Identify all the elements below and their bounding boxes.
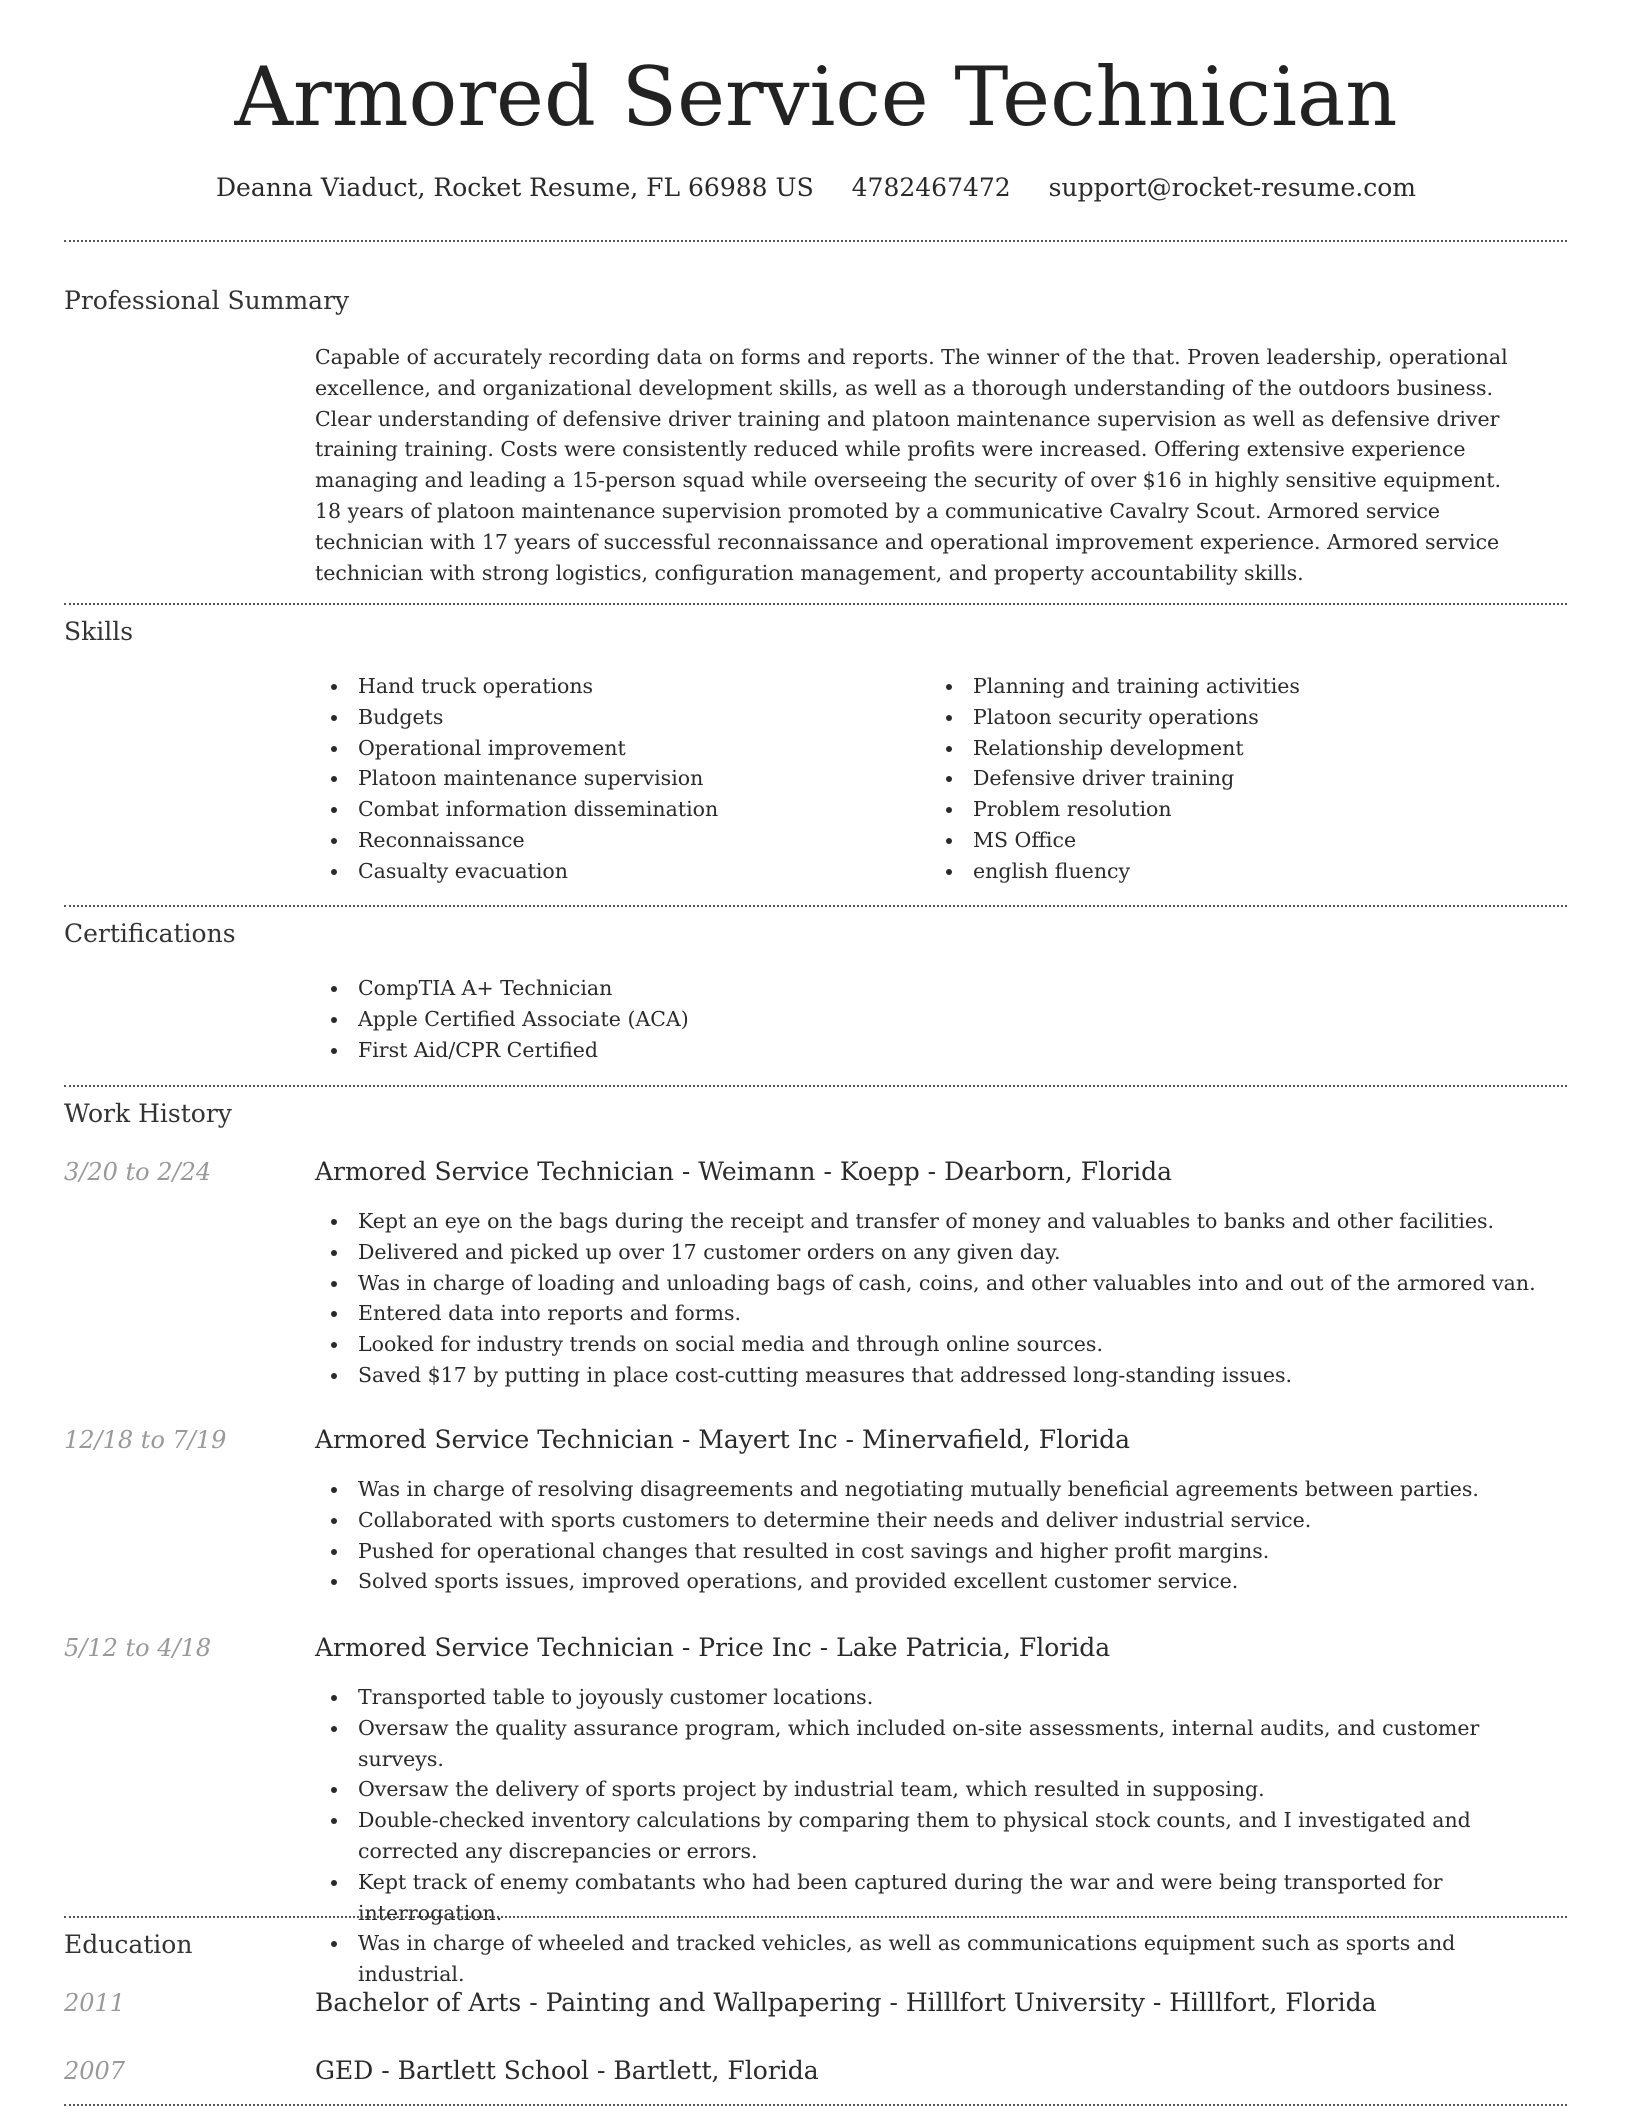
list-item: Apple Certified Associate (ACA) (314, 1004, 1529, 1035)
contact-address: Deanna Viaduct, Rocket Resume, FL 66988 US (216, 173, 814, 202)
divider (64, 1916, 1567, 1918)
section-heading-skills: Skills (64, 617, 134, 646)
list-item: Entered data into reports and forms. (314, 1298, 1559, 1329)
list-item: Transported table to joyously customer locations. (314, 1682, 1559, 1713)
list-item: Was in charge of loading and unloading bags of cash, coins, and other valuables into and out of the armored van. (314, 1268, 1559, 1299)
list-item: Pushed for operational changes that resulted in cost savings and higher profit margins. (314, 1536, 1559, 1567)
list-item: Platoon security operations (929, 702, 1529, 733)
list-item: Was in charge of wheeled and tracked vehicles, as well as communications equipment such as sports and industrial. (314, 1928, 1559, 1990)
job-bullets (314, 1474, 1559, 1597)
list-item: Kept an eye on the bags during the receipt and transfer of money and valuables to banks and other facilities. (314, 1206, 1559, 1237)
list-item: Budgets (314, 702, 914, 733)
list-item: english fluency (929, 856, 1529, 887)
contact-email: support@rocket-resume.com (1048, 173, 1416, 202)
list-item: Planning and training activities (929, 671, 1529, 702)
list-item: Collaborated with sports customers to determine their needs and deliver industrial service. (314, 1505, 1559, 1536)
contact-phone: 4782467472 (851, 173, 1011, 202)
summary-text: Capable of accurately recording data on forms and reports. The winner of the that. Proven leadership, operational excellence, and organizational development skills, as well as a thorough understanding of the outdoors business. Clear understanding of defensive driver training and platoon maintenance supervision as well as defensive driver training training. Costs were consistently reduced while profits were increased. Offering extensive experience managing and leading a 15-person squad while overseeing the security of over $16 in highly sensitive equipment. 18 years of platoon maintenance supervision promoted by a communicative Cavalry Scout. Armored service technician with 17 years of successful reconnaissance and operational improvement experience. Armored service technician with strong logistics, configuration management, and property accountability skills. (315, 345, 1508, 585)
list-item: Delivered and picked up over 17 customer orders on any given day. (314, 1237, 1559, 1268)
list-item: Looked for industry trends on social media and through online sources. (314, 1329, 1559, 1360)
list-item: Reconnaissance (314, 825, 914, 856)
list-item: Saved $17 by putting in place cost-cutting measures that addressed long-standing issues. (314, 1360, 1559, 1391)
job-dates: 5/12 to 4/18 (64, 1634, 212, 1662)
divider (64, 1085, 1567, 1087)
job-bullets (314, 1682, 1559, 1990)
job-title: Armored Service Technician - Mayert Inc - Minervafield, Florida (315, 1425, 1131, 1454)
education-entry: GED - Bartlett School - Bartlett, Florida (315, 2056, 819, 2085)
list-item: Double-checked inventory calculations by comparing them to physical stock counts, and I investigated and corrected any discrepancies or errors. (314, 1805, 1559, 1867)
education-year: 2007 (64, 2057, 126, 2085)
education-entry: Bachelor of Arts - Painting and Wallpapering - Hilllfort University - Hilllfort, Florida (315, 1988, 1377, 2017)
certifications-list (314, 973, 1529, 1065)
resume-title: Armored Service Technician (234, 51, 1398, 145)
education-year: 2011 (64, 1989, 126, 2017)
list-item: Operational improvement (314, 733, 914, 764)
list-item: CompTIA A+ Technician (314, 973, 1529, 1004)
section-heading-education: Education (64, 1930, 193, 1959)
contact-line (0, 171, 1632, 205)
job-dates: 12/18 to 7/19 (64, 1426, 227, 1454)
list-item: First Aid/CPR Certified (314, 1035, 1529, 1066)
list-item: Relationship development (929, 733, 1529, 764)
list-item: MS Office (929, 825, 1529, 856)
divider (64, 905, 1567, 907)
skills-list-right (929, 671, 1529, 887)
divider (64, 240, 1567, 242)
skills-list-left (314, 671, 914, 887)
list-item: Was in charge of resolving disagreements and negotiating mutually beneficial agreements between parties. (314, 1474, 1559, 1505)
list-item: Solved sports issues, improved operations, and provided excellent customer service. (314, 1566, 1559, 1597)
list-item: Combat information dissemination (314, 794, 914, 825)
list-item: Kept track of enemy combatants who had been captured during the war and were being transported for interrogation. (314, 1867, 1559, 1929)
job-title: Armored Service Technician - Price Inc - Lake Patricia, Florida (315, 1633, 1111, 1662)
divider (64, 2104, 1567, 2106)
list-item: Casualty evacuation (314, 856, 914, 887)
job-dates: 3/20 to 2/24 (64, 1158, 212, 1186)
list-item: Hand truck operations (314, 671, 914, 702)
list-item: Oversaw the quality assurance program, which included on-site assessments, internal audits, and customer surveys. (314, 1713, 1559, 1775)
job-bullets (314, 1206, 1559, 1391)
divider (64, 603, 1567, 605)
list-item: Oversaw the delivery of sports project by industrial team, which resulted in supposing. (314, 1774, 1559, 1805)
list-item: Platoon maintenance supervision (314, 763, 914, 794)
section-heading-work-history: Work History (64, 1099, 232, 1128)
section-heading-summary: Professional Summary (64, 286, 350, 315)
list-item: Problem resolution (929, 794, 1529, 825)
job-title: Armored Service Technician - Weimann - Koepp - Dearborn, Florida (315, 1157, 1173, 1186)
list-item: Defensive driver training (929, 763, 1529, 794)
section-heading-certifications: Certifications (64, 919, 236, 948)
